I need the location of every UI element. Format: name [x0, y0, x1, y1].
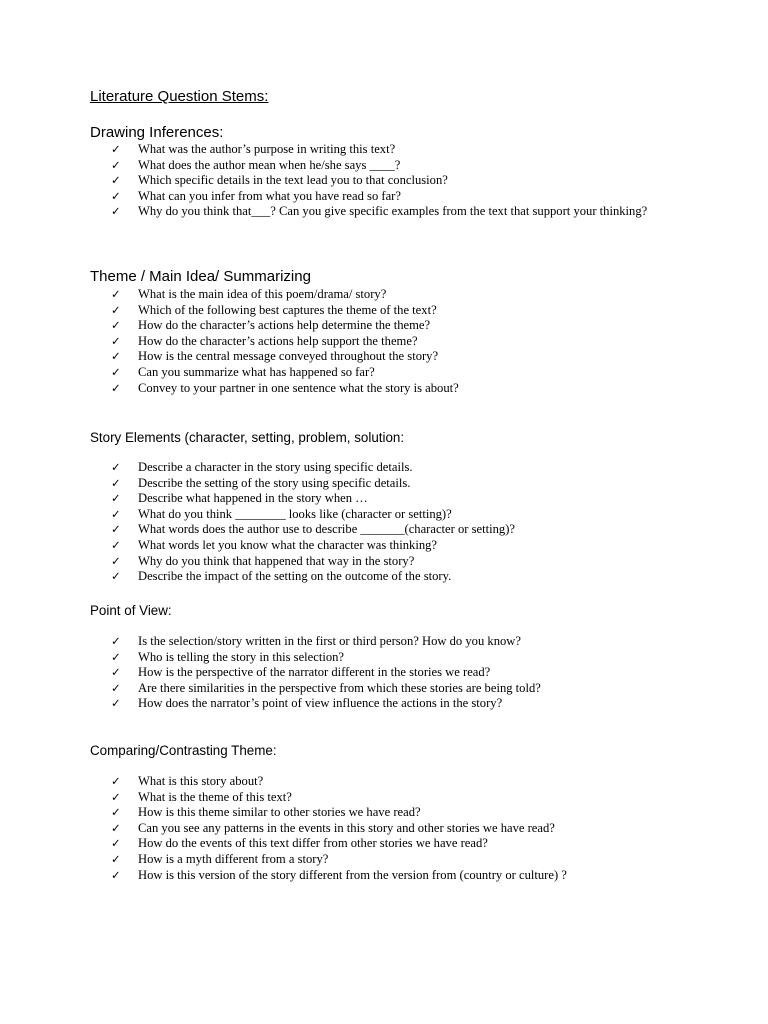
checkmark-icon: ✓: [111, 188, 121, 203]
checkmark-icon: ✓: [111, 649, 121, 664]
checkmark-icon: ✓: [111, 851, 121, 866]
question-text: How is this version of the story different from the version from (country or culture) ?: [138, 867, 567, 882]
checkmark-icon: ✓: [111, 569, 121, 584]
checkmark-icon: ✓: [111, 553, 121, 568]
question-item: [0, 774, 648, 790]
question-text: Describe what happened in the story when …: [138, 491, 368, 506]
question-item: [0, 173, 648, 189]
question-text: How do the character’s actions help support the theme?: [138, 333, 418, 348]
checkmark-icon: ✓: [111, 333, 121, 348]
checkmark-icon: ✓: [111, 522, 121, 537]
question-text: Who is telling the story in this selection?: [138, 649, 345, 664]
question-item: [0, 836, 648, 852]
section-heading-story-elements: Story Elements (character, setting, problem, solution:: [90, 430, 405, 445]
question-text: Is the selection/story written in the first or third person? How do you know?: [138, 634, 521, 648]
question-text: What does the author mean when he/she says ____?: [138, 157, 401, 172]
question-text: How is this theme similar to other stories we have read?: [138, 805, 421, 820]
question-item: [0, 142, 648, 158]
question-text: Can you see any patterns in the events in this story and other stories we have read?: [138, 820, 555, 835]
question-text: What words does the author use to describe _______(character or setting)?: [138, 522, 515, 537]
question-item: [0, 158, 648, 174]
section-heading-point-of-view: Point of View:: [90, 603, 172, 618]
section-heading-drawing-inferences: Drawing Inferences:: [90, 124, 224, 141]
question-item: [0, 696, 648, 712]
question-item: [0, 287, 648, 303]
question-item: [0, 852, 648, 868]
checkmark-icon: ✓: [111, 460, 121, 474]
checkmark-icon: ✓: [111, 820, 121, 835]
question-text: What is the main idea of this poem/drama/ story?: [138, 287, 387, 301]
question-text: Are there similarities in the perspective from which these stories are being told?: [138, 680, 541, 695]
question-list-drawing-inferences: [0, 142, 648, 220]
checkmark-icon: ✓: [111, 774, 121, 788]
checkmark-icon: ✓: [111, 318, 121, 333]
checkmark-icon: ✓: [111, 665, 121, 680]
question-text: Which specific details in the text lead you to that conclusion?: [138, 173, 448, 188]
question-text: Describe the setting of the story using specific details.: [138, 475, 411, 490]
checkmark-icon: ✓: [111, 287, 121, 301]
question-text: What words let you know what the character was thinking?: [138, 537, 438, 552]
question-item: [0, 491, 648, 507]
question-item: [0, 821, 648, 837]
question-item: [0, 365, 648, 381]
question-list-comparing-contrasting: [0, 774, 648, 883]
question-text: How do the character’s actions help determine the theme?: [138, 318, 431, 333]
question-item: [0, 507, 648, 523]
checkmark-icon: ✓: [111, 349, 121, 364]
checkmark-icon: ✓: [111, 634, 121, 648]
question-item: [0, 303, 648, 319]
question-text: How do the events of this text differ from other stories we have read?: [138, 836, 488, 851]
checkmark-icon: ✓: [111, 364, 121, 379]
question-text: Convey to your partner in one sentence what the story is about?: [138, 380, 459, 395]
question-text: Why do you think that___? Can you give specific examples from the text that support your thinking?: [138, 204, 648, 219]
question-item: [0, 790, 648, 806]
question-item: [0, 334, 648, 350]
question-item: [0, 681, 648, 697]
checkmark-icon: ✓: [111, 506, 121, 521]
question-item: [0, 318, 648, 334]
question-text: How is the perspective of the narrator different in the stories we read?: [138, 665, 491, 680]
checkmark-icon: ✓: [111, 380, 121, 395]
question-text: Can you summarize what has happened so far?: [138, 364, 375, 379]
question-text: How does the narrator’s point of view influence the actions in the story?: [138, 696, 503, 711]
question-item: [0, 805, 648, 821]
question-list-point-of-view: [0, 634, 648, 712]
checkmark-icon: ✓: [111, 475, 121, 490]
question-text: What was the author’s purpose in writing this text?: [138, 142, 396, 156]
question-text: Why do you think that happened that way in the story?: [138, 553, 415, 568]
question-text: Which of the following best captures the theme of the text?: [138, 302, 437, 317]
question-item: [0, 522, 648, 538]
checkmark-icon: ✓: [111, 173, 121, 188]
question-text: How is a myth different from a story?: [138, 851, 329, 866]
question-item: [0, 460, 648, 476]
section-heading-comparing-contrasting: Comparing/Contrasting Theme:: [90, 743, 277, 758]
checkmark-icon: ✓: [111, 302, 121, 317]
question-text: Describe a character in the story using specific details.: [138, 460, 413, 474]
question-item: [0, 569, 648, 585]
checkmark-icon: ✓: [111, 696, 121, 711]
question-list-story-elements: [0, 460, 648, 585]
question-item: [0, 349, 648, 365]
question-item: [0, 554, 648, 570]
question-text: Describe the impact of the setting on the outcome of the story.: [138, 569, 452, 584]
checkmark-icon: ✓: [111, 867, 121, 882]
question-item: [0, 665, 648, 681]
question-text: What can you infer from what you have read so far?: [138, 188, 401, 203]
question-item: [0, 204, 648, 220]
question-item: [0, 381, 648, 397]
checkmark-icon: ✓: [111, 680, 121, 695]
question-text: What is this story about?: [138, 774, 264, 788]
question-text: What do you think ________ looks like (character or setting)?: [138, 506, 452, 521]
question-item: [0, 538, 648, 554]
checkmark-icon: ✓: [111, 204, 121, 219]
checkmark-icon: ✓: [111, 789, 121, 804]
checkmark-icon: ✓: [111, 805, 121, 820]
question-item: [0, 868, 648, 884]
checkmark-icon: ✓: [111, 491, 121, 506]
question-text: How is the central message conveyed throughout the story?: [138, 349, 439, 364]
question-item: [0, 189, 648, 205]
checkmark-icon: ✓: [111, 537, 121, 552]
document-title: Literature Question Stems:: [90, 88, 269, 105]
section-heading-theme-main-idea: Theme / Main Idea/ Summarizing: [90, 268, 311, 285]
checkmark-icon: ✓: [111, 836, 121, 851]
checkmark-icon: ✓: [111, 157, 121, 172]
checkmark-icon: ✓: [111, 142, 121, 156]
question-item: [0, 476, 648, 492]
question-text: What is the theme of this text?: [138, 789, 292, 804]
question-list-theme-main-idea: [0, 287, 648, 396]
question-item: [0, 650, 648, 666]
question-item: [0, 634, 648, 650]
